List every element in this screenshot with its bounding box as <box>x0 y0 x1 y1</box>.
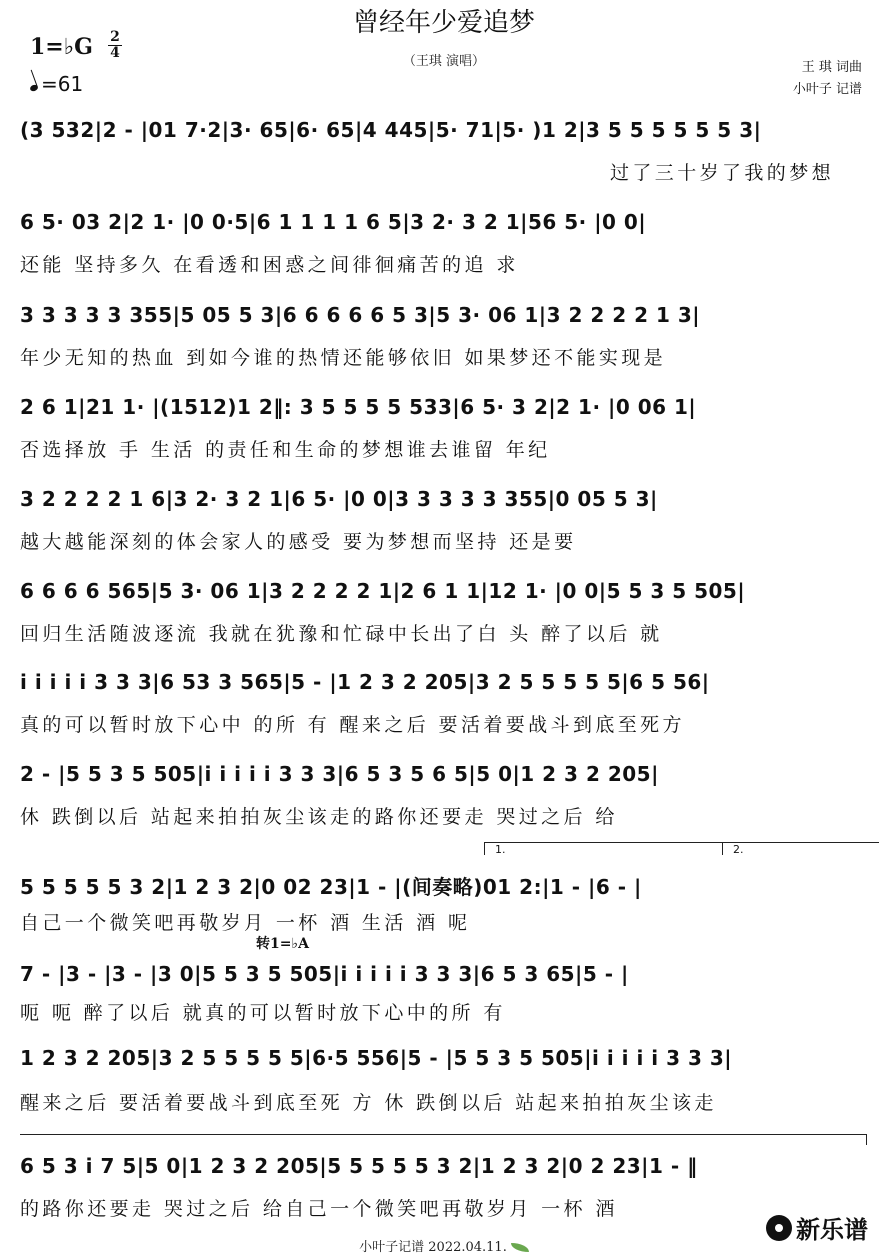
quarter-note-icon <box>29 84 39 92</box>
record-disc-icon <box>766 1215 792 1241</box>
notation-row-5: 3 2 2 2 2 1 6|3 2· 3 2 1|6 5· |0 0|3 3 3 3 3 355|0 05 5 3| <box>20 487 658 511</box>
lyric-row-8: 休 跌倒以后 站起来拍拍灰尘该走的路你还要走 哭过之后 给 <box>20 806 618 828</box>
notation-row-12: 6 5 3 i 7 5|5 0|1 2 3 2 205|5 5 5 5 5 3 2|1 2 3 2|0 2 23|1 - ‖ <box>20 1154 698 1178</box>
second-ending-label: 2. <box>733 843 744 856</box>
lyric-row-1: 过了三十岁了我的梦想 <box>610 162 835 184</box>
song-title: 曾经年少爱追梦 <box>352 8 535 38</box>
leaf-icon <box>511 1243 529 1252</box>
closing-bracket-line <box>20 1134 867 1145</box>
lyric-row-6: 回归生活随波逐流 我就在犹豫和忙碌中长出了白 头 醉了以后 就 <box>20 623 663 645</box>
first-ending-bracket <box>484 842 723 855</box>
lyric-row-9: 自己一个微笑吧再敬岁月 一杯 酒 生活 酒 呢 <box>20 912 471 934</box>
notation-row-6: 6 6 6 6 565|5 3· 06 1|3 2 2 2 2 1|2 6 1 1|12 1· |0 0|5 5 3 5 505| <box>20 579 746 603</box>
notation-row-11: 1 2 3 2 205|3 2 5 5 5 5 5|6·5 556|5 - |5 5 3 5 505|i i i i i 3 3 3| <box>20 1046 733 1070</box>
lyric-row-12: 的路你还要走 哭过之后 给自己一个微笑吧再敬岁月 一杯 酒 <box>20 1198 618 1220</box>
time-bottom: 4 <box>110 45 120 61</box>
notation-row-2: 6 5· 03 2|2 1· |0 0·5|6 1 1 1 1 6 5|3 2· 3 2 1|56 5· |0 0| <box>20 210 647 234</box>
first-ending-label: 1. <box>495 843 506 856</box>
modulation-mark: 转1=♭A <box>256 936 309 952</box>
credit-lyrics: 王 琪 词曲 <box>801 60 862 75</box>
notation-row-10: 7 - |3 - |3 - |3 0|5 5 3 5 505|i i i i i 3 3 3|6 5 3 65|5 - | <box>20 962 629 986</box>
notation-row-8: 2 - |5 5 3 5 505|i i i i i 3 3 3|6 5 3 5 6 5|5 0|1 2 3 2 205| <box>20 762 659 786</box>
credit-score: 小叶子 记谱 <box>792 82 862 97</box>
lyric-row-2: 还能 坚持多久 在看透和困惑之间徘徊痛苦的追 求 <box>20 254 519 276</box>
lyric-row-3: 年少无知的热血 到如今谁的热情还能够依旧 如果梦还不能实现是 <box>20 347 667 369</box>
time-top: 2 <box>110 29 120 45</box>
notation-row-3: 3 3 3 3 3 355|5 05 5 3|6 6 6 6 6 5 3|5 3· 06 1|3 2 2 2 2 1 3| <box>20 303 701 327</box>
lyric-row-10: 呃 呃 醉了以后 就真的可以暂时放下心中的所 有 <box>20 1002 506 1024</box>
notation-row-4: 2 6 1|21 1· |(1512)1 2‖: 3 5 5 5 5 533|6 5· 3 2|2 1· |0 06 1| <box>20 395 697 419</box>
time-signature <box>108 30 122 61</box>
notation-row-7: i i i i i 3 3 3|6 53 3 565|5 - |1 2 3 2 205|3 2 5 5 5 5 5|6 5 56| <box>20 670 710 694</box>
tempo-value: =61 <box>41 72 84 96</box>
key-signature: 1=♭G <box>30 34 93 60</box>
second-ending-bracket <box>722 842 879 855</box>
lyric-row-4: 否选择放 手 生活 的责任和生命的梦想谁去谁留 年纪 <box>20 439 551 461</box>
performer-subtitle: （王琪 演唱） <box>402 54 486 69</box>
tempo-mark <box>30 72 83 96</box>
lyric-row-11: 醒来之后 要活着要战斗到底至死 方 休 跌倒以后 站起来拍拍灰尘该走 <box>20 1092 717 1114</box>
lyric-row-7: 真的可以暂时放下心中 的所 有 醒来之后 要活着要战斗到底至死方 <box>20 714 685 736</box>
notation-row-9: 5 5 5 5 5 3 2|1 2 3 2|0 02 23|1 - |(间奏略)01 2:|1 - |6 - | <box>20 875 642 899</box>
footer-text: 小叶子记谱 2022.04.11. <box>359 1240 507 1255</box>
site-logo <box>766 1210 868 1245</box>
logo-text: 新乐谱 <box>796 1216 868 1244</box>
lyric-row-5: 越大越能深刻的体会家人的感受 要为梦想而坚持 还是要 <box>20 531 577 553</box>
transcription-footer <box>0 1236 888 1255</box>
notation-row-1: (3 532|2 - |01 7·2|3· 65|6· 65|4 445|5· 71|5· )1 2|3 5 5 5 5 5 5 3| <box>20 118 762 142</box>
